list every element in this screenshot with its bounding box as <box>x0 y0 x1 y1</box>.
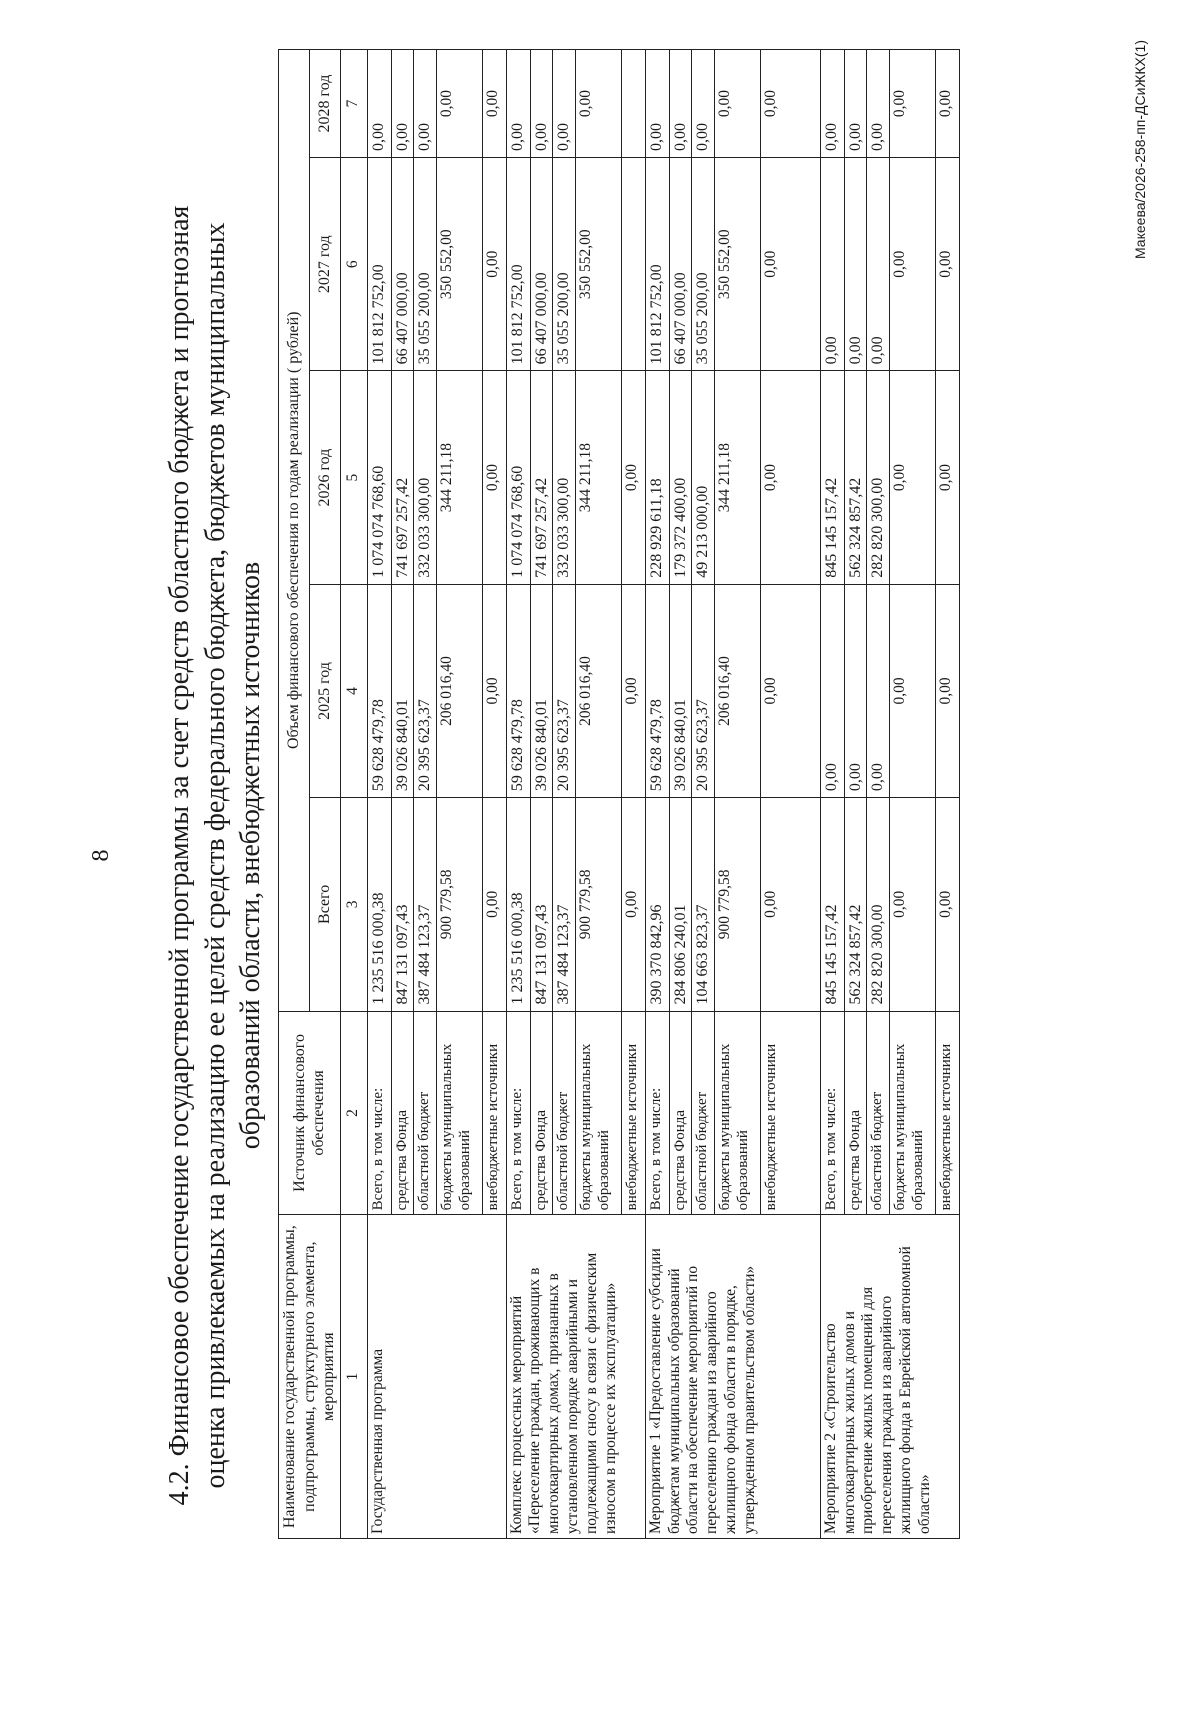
cell-value: 332 033 300,00 <box>553 371 576 584</box>
table-body <box>367 50 959 1539</box>
cell-value: 741 697 257,42 <box>530 371 553 584</box>
cell-value: 282 820 300,00 <box>867 371 890 584</box>
cell-value: 1 074 074 768,60 <box>506 371 530 584</box>
cell-value: 332 033 300,00 <box>414 371 437 584</box>
row-program-name: Государственная программа <box>367 1215 506 1539</box>
header-2025: 2025 год <box>309 584 340 797</box>
cell-value: 0,00 <box>889 371 935 584</box>
row-source: внебюджетные источники <box>760 1011 820 1215</box>
cell-value: 390 370 842,96 <box>645 798 669 1011</box>
cell-value: 228 929 611,18 <box>645 371 669 584</box>
section-title: 4.2. Финансовое обеспечение государственной программы за счет средств областного бюджета и прогнозная оценка привлекаемых на реализацию ее целей средств федерального бюджета, бюджетов муниципальных образований области, внебюджетных источников <box>164 205 267 1506</box>
row-source: средства Фонда <box>669 1011 692 1215</box>
cell-value: 900 779,58 <box>436 798 482 1011</box>
cell-value: 284 806 240,01 <box>669 798 692 1011</box>
column-number: 4 <box>340 584 367 797</box>
cell-value: 282 820 300,00 <box>867 798 890 1011</box>
row-source: Всего, в том числе: <box>367 1011 391 1215</box>
cell-value: 0,00 <box>760 158 820 371</box>
cell-value: 101 812 752,00 <box>506 158 530 371</box>
cell-value: 20 395 623,37 <box>692 584 715 797</box>
cell-value: 344 211,18 <box>575 371 621 584</box>
cell-value: 39 026 840,01 <box>669 584 692 797</box>
cell-value: 1 074 074 768,60 <box>367 371 391 584</box>
cell-value: 0,00 <box>645 50 669 158</box>
row-source: Всего, в том числе: <box>645 1011 669 1215</box>
header-2027: 2027 год <box>309 158 340 371</box>
row-source: бюджеты муниципальных образований <box>436 1011 482 1215</box>
page-number: 8 <box>88 849 114 862</box>
cell-value: 0,00 <box>935 584 959 797</box>
cell-value: 344 211,18 <box>714 371 760 584</box>
table-row <box>506 50 530 1539</box>
column-number: 7 <box>340 50 367 158</box>
header-volume: Объем финансового обеспечения по годам реализации ( рублей) <box>279 50 310 1012</box>
cell-value: 845 145 157,42 <box>820 798 844 1011</box>
header-2028: 2028 год <box>309 50 340 158</box>
cell-value: 741 697 257,42 <box>391 371 414 584</box>
cell-value: 0,00 <box>935 371 959 584</box>
row-source: средства Фонда <box>844 1011 867 1215</box>
column-number: 2 <box>340 1011 367 1215</box>
financing-table <box>278 49 960 1539</box>
cell-value: 0,00 <box>760 50 820 158</box>
cell-value: 0,00 <box>414 50 437 158</box>
cell-value: 0,00 <box>760 371 820 584</box>
row-source: бюджеты муниципальных образований <box>575 1011 621 1215</box>
cell-value: 0,00 <box>436 50 482 158</box>
cell-value: 0,00 <box>844 50 867 158</box>
cell-value: 350 552,00 <box>575 158 621 371</box>
cell-value: 0,00 <box>391 50 414 158</box>
cell-value: 847 131 097,43 <box>530 798 553 1011</box>
cell-value: 0,00 <box>621 584 645 797</box>
row-source: средства Фонда <box>391 1011 414 1215</box>
cell-value: 0,00 <box>820 50 844 158</box>
row-source: внебюджетные источники <box>482 1011 506 1215</box>
cell-value: 0,00 <box>692 50 715 158</box>
header-total: Всего <box>309 798 340 1011</box>
cell-value: 344 211,18 <box>436 371 482 584</box>
cell-value: 59 628 479,78 <box>367 584 391 797</box>
cell-value: 35 055 200,00 <box>414 158 437 371</box>
cell-value: 900 779,58 <box>575 798 621 1011</box>
cell-value: 179 372 400,00 <box>669 371 692 584</box>
cell-value: 20 395 623,37 <box>414 584 437 797</box>
cell-value: 0,00 <box>482 584 506 797</box>
document-stamp: Макеева/2026-258-пп-ДСиЖКХ(1) <box>1132 40 1148 260</box>
cell-value: 104 663 823,37 <box>692 798 715 1011</box>
cell-value: 0,00 <box>889 798 935 1011</box>
cell-value: 562 324 857,42 <box>844 798 867 1011</box>
cell-value: 0,00 <box>575 50 621 158</box>
row-source: бюджеты муниципальных образований <box>889 1011 935 1215</box>
cell-value: 0,00 <box>482 158 506 371</box>
cell-value: 900 779,58 <box>714 798 760 1011</box>
cell-value: 350 552,00 <box>714 158 760 371</box>
cell-value: 0,00 <box>714 50 760 158</box>
cell-value: 0,00 <box>482 798 506 1011</box>
column-number: 1 <box>340 1215 367 1539</box>
cell-value: 0,00 <box>867 50 890 158</box>
cell-value: 845 145 157,42 <box>820 371 844 584</box>
cell-value: 101 812 752,00 <box>645 158 669 371</box>
cell-value: 66 407 000,00 <box>530 158 553 371</box>
cell-value: 206 016,40 <box>714 584 760 797</box>
row-source: областной бюджет <box>692 1011 715 1215</box>
cell-value <box>621 158 645 371</box>
cell-value: 0,00 <box>530 50 553 158</box>
header-source: Источник финансового обеспечения <box>279 1011 341 1215</box>
column-number: 3 <box>340 798 367 1011</box>
cell-value <box>621 50 645 158</box>
header-name: Наименование государственной программы, подпрограммы, структурного элемента, мероприятия <box>279 1215 341 1539</box>
row-source: областной бюджет <box>867 1011 890 1215</box>
row-source: внебюджетные источники <box>935 1011 959 1215</box>
cell-value: 1 235 516 000,38 <box>367 798 391 1011</box>
cell-value: 35 055 200,00 <box>692 158 715 371</box>
cell-value: 101 812 752,00 <box>367 158 391 371</box>
cell-value: 0,00 <box>506 50 530 158</box>
row-source: внебюджетные источники <box>621 1011 645 1215</box>
table-row <box>645 50 669 1539</box>
cell-value: 66 407 000,00 <box>391 158 414 371</box>
cell-value: 0,00 <box>621 798 645 1011</box>
cell-value: 0,00 <box>820 158 844 371</box>
cell-value: 0,00 <box>889 158 935 371</box>
cell-value: 59 628 479,78 <box>645 584 669 797</box>
cell-value: 0,00 <box>889 50 935 158</box>
cell-value: 206 016,40 <box>575 584 621 797</box>
cell-value: 0,00 <box>867 158 890 371</box>
cell-value: 0,00 <box>820 584 844 797</box>
row-source: средства Фонда <box>530 1011 553 1215</box>
cell-value: 0,00 <box>760 584 820 797</box>
cell-value: 1 235 516 000,38 <box>506 798 530 1011</box>
cell-value: 387 484 123,37 <box>553 798 576 1011</box>
cell-value: 387 484 123,37 <box>414 798 437 1011</box>
cell-value: 0,00 <box>553 50 576 158</box>
cell-value: 562 324 857,42 <box>844 371 867 584</box>
cell-value: 0,00 <box>621 371 645 584</box>
cell-value: 49 213 000,00 <box>692 371 715 584</box>
cell-value: 66 407 000,00 <box>669 158 692 371</box>
cell-value: 39 026 840,01 <box>391 584 414 797</box>
cell-value: 35 055 200,00 <box>553 158 576 371</box>
row-source: областной бюджет <box>414 1011 437 1215</box>
cell-value: 0,00 <box>669 50 692 158</box>
row-source: Всего, в том числе: <box>506 1011 530 1215</box>
cell-value: 39 026 840,01 <box>530 584 553 797</box>
cell-value: 20 395 623,37 <box>553 584 576 797</box>
cell-value: 0,00 <box>889 584 935 797</box>
cell-value: 0,00 <box>367 50 391 158</box>
cell-value: 0,00 <box>935 50 959 158</box>
cell-value: 0,00 <box>482 371 506 584</box>
table-row <box>820 50 844 1539</box>
column-number: 5 <box>340 371 367 584</box>
row-program-name: Комплекс процессных мероприятий «Переселение граждан, проживающих в многоквартирных домах, признанных в установленном порядке аварийными и подлежащими сносу в связи с физическим износом в процессе их эксплуатации» <box>506 1215 645 1539</box>
row-source: Всего, в том числе: <box>820 1011 844 1215</box>
cell-value: 350 552,00 <box>436 158 482 371</box>
table-row <box>367 50 391 1539</box>
cell-value: 0,00 <box>844 158 867 371</box>
cell-value: 0,00 <box>935 158 959 371</box>
column-number: 6 <box>340 158 367 371</box>
row-program-name: Мероприятие 2 «Строительство многоквартирных жилых домов и приобретение жилых помещений для переселения граждан из аварийного жилищного фонда в Еврейской автономной области» <box>820 1215 959 1539</box>
header-2026: 2026 год <box>309 371 340 584</box>
cell-value: 0,00 <box>760 798 820 1011</box>
cell-value: 59 628 479,78 <box>506 584 530 797</box>
cell-value: 206 016,40 <box>436 584 482 797</box>
cell-value: 0,00 <box>935 798 959 1011</box>
cell-value: 0,00 <box>482 50 506 158</box>
row-program-name: Мероприятие 1 «Предоставление субсидии бюджетам муниципальных образований области на обеспечение мероприятий по переселению граждан из аварийного жилищного фонда области в порядке, утвержденном правительством области» <box>645 1215 820 1539</box>
row-source: бюджеты муниципальных образований <box>714 1011 760 1215</box>
row-source: областной бюджет <box>553 1011 576 1215</box>
cell-value: 0,00 <box>867 584 890 797</box>
cell-value: 0,00 <box>844 584 867 797</box>
cell-value: 847 131 097,43 <box>391 798 414 1011</box>
